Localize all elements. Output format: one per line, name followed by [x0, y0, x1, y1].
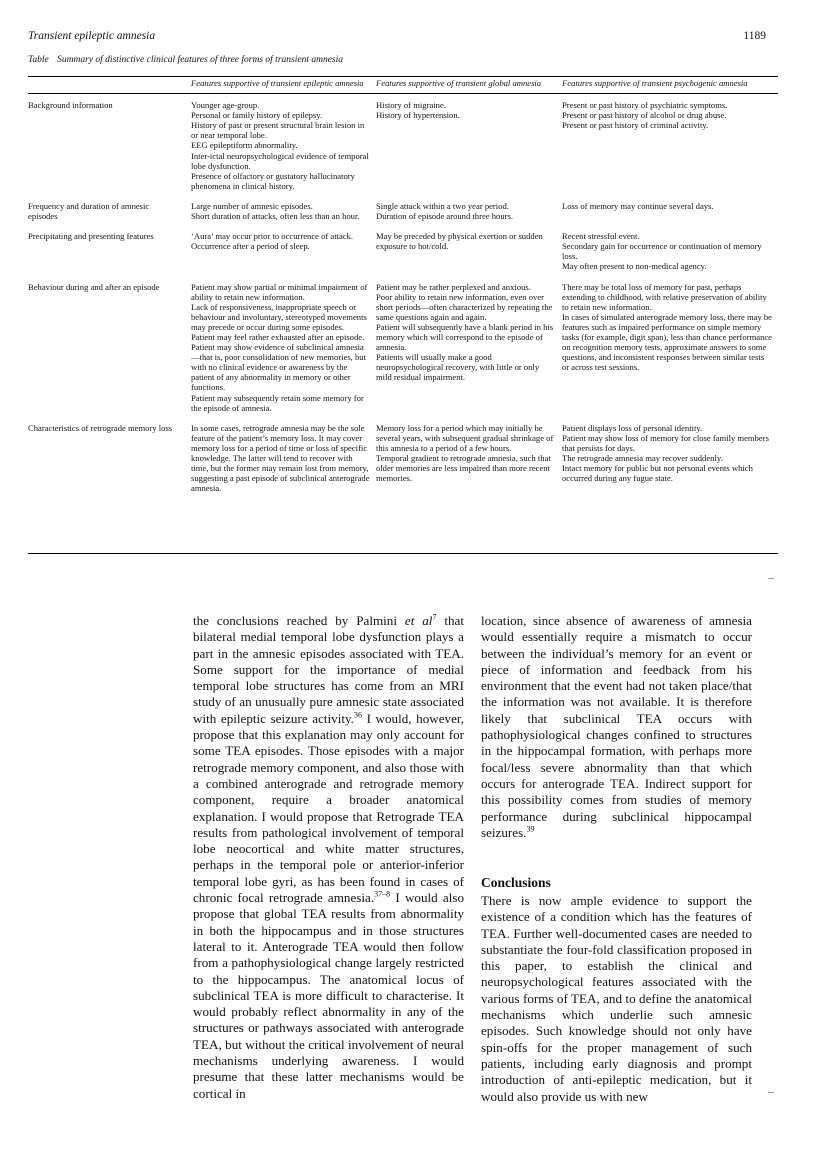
text-run: I would, however, propose that this explanation may only account for some TEA episodes. Those episodes with a major retrograde memory component, and also those with a combined anterograde and retrograde memory component, require a broader anatomical explanation. I would propose that Retrograde TEA results from pathological involvement of temporal lobe neocortical and white matter structures, perhaps in the temporal pole or anterior-inferior temporal lobe gyri, as has been found in cases of chronic focal retrograde amnesia. [193, 710, 464, 906]
cell-sentence: EEG epileptiform abnormality. [191, 140, 298, 151]
row-label: Frequency and duration of amnesic episodes [28, 200, 150, 222]
conclusions-heading: Conclusions [481, 875, 551, 890]
cell-tea [191, 195, 376, 225]
table-row [28, 94, 778, 195]
cell-sentence: History of past or present structural brain lesion in or near temporal lobe. [191, 120, 365, 141]
row-label: Background information [28, 100, 113, 111]
cell-sentence: Present or past history of psychiatric symptoms. [562, 100, 728, 111]
table-row [28, 225, 778, 275]
conclusions-paragraph: There is now ample evidence to support the existence of a condition which has the features of TEA. Further well-documented cases are needed to substantiate the four-fold classification proposed in this paper, to establish the clinical and neuropsychological features associated with the various forms of TEA, and to define the anatomical mechanisms which underlie such amnesic episodes. Such knowledge should not only have spin-offs for the proper management of such patients, including early diagnosis and prompt introduction of anti-epileptic medication, but it would also provide us with new [481, 893, 752, 1104]
cell-sentence: In cases of simulated anterograde memory loss, there may be features such as impaired performance on simple memory tasks (for example, digit span), less than chance performance on recognition memory tests, approximate answers to some questions, and inconsistent responses between similar tests or across test sessions. [562, 311, 772, 373]
text-run: the conclusions reached by Palmini [193, 613, 405, 628]
cell-sentence: Personal or family history of epilepsy. [191, 110, 323, 121]
cell-sentence: In some cases, retrograde amnesia may be the sole feature of the patient’s memory loss. It may cover memory loss for a period of time or loss of specific knowledge. The latter will tend to recover with time, but the former may remain lost from memory, suggesting a past episode of subclinical anterograde amnesia. [191, 422, 370, 494]
cell-sentence: Patient may show partial or minimal impairment of ability to retain new information. [191, 281, 368, 302]
column-header-tga: Features supportive of transient global amnesia [376, 78, 562, 94]
citation-ref: 37–8 [374, 889, 391, 899]
clinical-features-table [28, 78, 778, 497]
cell-sentence: Large number of amnesic episodes. [191, 200, 313, 211]
table-label: Table [28, 55, 49, 65]
cell-sentence: Loss of memory may continue several days. [562, 200, 714, 211]
cell-sentence: Patients will usually make a good neuropsychological recovery, with little or only mild residual impairment. [376, 352, 540, 383]
cell-sentence: Patient may show loss of memory for close family members that persists for days. [562, 432, 769, 453]
table-top-rule [28, 76, 778, 77]
cell-sentence: Patient displays loss of personal identity. [562, 422, 703, 433]
cell-sentence: May often present to non-medical agency. [562, 261, 707, 272]
cell-sentence: Intact memory for public but not personal events which occurred during any fugue state. [562, 463, 753, 484]
cell-sentence: Inter-ictal neuropsychological evidence of temporal lobe dysfunction. [191, 150, 369, 171]
cell-tga [376, 94, 562, 195]
margin-tick [768, 1092, 774, 1093]
text-run: that bilateral medial temporal lobe dysfunction plays a part in the amnesic episodes associated with TEA. Some support for the importance of medial temporal lobe structures has come from an MRI study of an unusually pure amnesic state associated with epileptic seizure activity. [193, 613, 464, 726]
cell-sentence: Occurrence after a period of sleep. [191, 241, 310, 252]
cell-tpa [562, 417, 778, 498]
table-bottom-rule [28, 553, 778, 554]
running-head: Transient epileptic amnesia [28, 30, 156, 42]
cell-tpa [562, 94, 778, 195]
cell-sentence: Patient may be rather perplexed and anxious. [376, 281, 531, 292]
cell-sentence: Temporal gradient to retrograde amnesia, such that older memories are less impaired than more recent memories. [376, 453, 551, 484]
body-paragraph [193, 613, 464, 1102]
text-run: I would also propose that global TEA results from abnormality in both the hippocampus and in those structures lateral to it. Anterograde TEA would then follow from a pathophysiological change largely restricted to the hippocampus. The anatomical locus of subclinical TEA is more difficult to characterise. It would probably reflect abnormality in any of the structures or pathways associated with anterograde TEA, but without the critical involvement of neural mechanisms underlying awareness. I would presume that these latter mechanisms would be cortical in [193, 890, 464, 1101]
cell-sentence: History of migraine. [376, 100, 446, 111]
body-paragraph [481, 613, 752, 841]
table-caption [28, 55, 343, 65]
cell-tea [191, 225, 376, 275]
cell-sentence: Younger age-group. [191, 100, 260, 111]
cell-sentence: Present or past history of alcohol or drug abuse. [562, 110, 727, 121]
cell-tpa [562, 276, 778, 417]
citation-ref: 7 [432, 612, 437, 622]
citation-ref: 36 [353, 710, 362, 720]
cell-sentence: Patient may show evidence of subclinical amnesia—that is, poor consolidation of new memories, but with no clinical evidence or awareness by the patient of any abnormality in memory or other functions. [191, 342, 366, 393]
cell-sentence: Lack of responsiveness, inappropriate speech or behaviour and involuntary, stereotyped movements may precede or occur during some episodes. [191, 301, 367, 332]
cell-tea [191, 276, 376, 417]
cell-tea [191, 94, 376, 195]
conclusions-column [481, 893, 752, 1105]
cell-sentence: There may be total loss of memory for past, perhaps extending to childhood, with relative preservation of ability to retain new information. [562, 281, 767, 312]
citation-ref: 39 [526, 824, 535, 834]
cell-sentence: Short duration of attacks, often less than an hour. [191, 211, 360, 222]
cell-tga [376, 195, 562, 225]
cell-sentence: Patient will subsequently have a blank period in his memory which will correspond to the episode of amnesia. [376, 321, 554, 353]
text-run: location, since absence of awareness of amnesia would essentially require a mismatch to occur between the individual’s memory for an event or piece of information and feedback from his environment that the event had not taken place/that the information was not available. It is therefore likely that subclinical TEA occurs with pathophysiological changes confined to structures in the hippocampal formation, with perhaps more focal/less severe abnormality than that which occurs for anterograde TEA. Indirect support for this possibility comes from studies of memory performance during subclinical hippocampal seizures. [481, 613, 752, 840]
table-header-row [28, 78, 778, 94]
body-column-left [193, 613, 464, 1102]
body-column-right [481, 613, 752, 841]
cell-tpa [562, 225, 778, 275]
cell-sentence: Secondary gain for occurrence or continuation of memory loss. [562, 241, 762, 262]
cell-sentence: The retrograde amnesia may recover suddenly. [562, 453, 723, 463]
cell-tga [376, 276, 562, 417]
cell-tpa [562, 195, 778, 225]
cell-sentence: Memory loss for a period which may initially be several years, with subsequent gradual shrinkage of this amnesia to a period of a few hours. [376, 422, 554, 453]
cell-sentence: May be preceded by physical exertion or sudden exposure to hot/cold. [376, 231, 543, 252]
column-header-tpa: Features supportive of transient psychogenic amnesia [562, 78, 778, 94]
page-number: 1189 [743, 30, 766, 42]
cell-tga [376, 225, 562, 275]
cell-sentence: ‘Aura’ may occur prior to occurrence of attack. [191, 231, 354, 242]
row-label: Characteristics of retrograde memory loss [28, 422, 173, 433]
cell-sentence: Presence of olfactory or gustatory hallucinatory phenomena in clinical history. [191, 170, 355, 191]
cell-sentence: Single attack within a two year period. [376, 200, 509, 211]
cell-sentence: Recent stressful event. [562, 231, 640, 242]
table-title: Summary of distinctive clinical features of three forms of transient amnesia [57, 55, 344, 65]
cell-sentence: Patient may subsequently retain some memory for the episode of amnesia. [191, 392, 364, 413]
cell-tga [376, 417, 562, 498]
column-header-blank [28, 78, 191, 94]
cell-sentence: Duration of episode around three hours. [376, 211, 513, 222]
margin-tick [768, 578, 774, 579]
table-row [28, 417, 778, 498]
cell-sentence: Poor ability to retain new information, even over short periods—often characterized by repeating the same questions again and again. [376, 291, 553, 322]
cell-sentence: Patient may feel rather exhausted after an episode. [191, 331, 365, 342]
table-row [28, 276, 778, 417]
column-header-tea: Features supportive of transient epileptic amnesia [191, 78, 376, 94]
cell-tea [191, 417, 376, 498]
text-run-italic: et al [404, 613, 433, 628]
cell-sentence: Present or past history of criminal activity. [562, 120, 709, 131]
row-label: Behaviour during and after an episode [28, 281, 160, 292]
cell-sentence: History of hypertension. [376, 110, 460, 121]
row-label: Precipitating and presenting features [28, 231, 154, 242]
table-row [28, 195, 778, 225]
table-body [28, 94, 778, 498]
